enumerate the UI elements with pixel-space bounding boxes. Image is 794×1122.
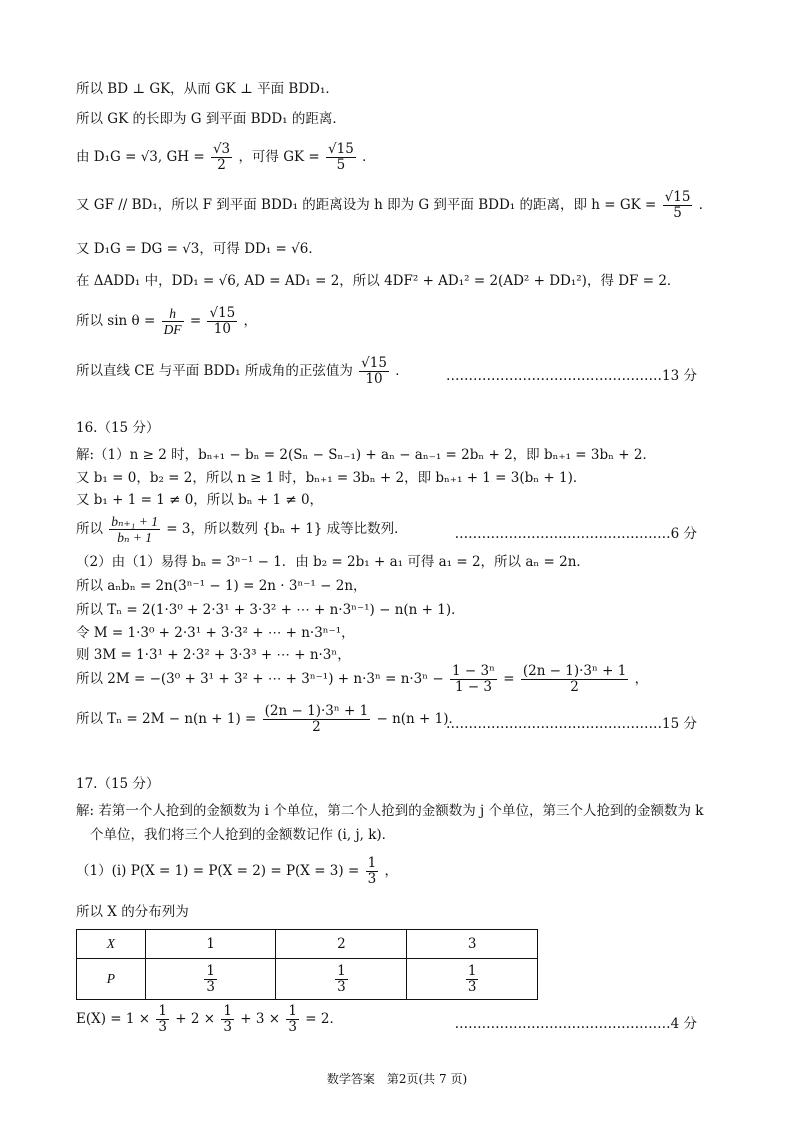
- text-line: 又 D₁G = DG = √3，可得 DD₁ = √6．: [76, 241, 322, 257]
- fraction-numerator: √3: [212, 141, 231, 157]
- text-line: 所以 BD ⊥ GK，从而 GK ⊥ 平面 BDD₁．: [76, 81, 339, 97]
- fraction-numerator: 1: [367, 855, 377, 871]
- fraction-denominator: 2: [217, 157, 226, 173]
- fraction-denominator: 3: [467, 978, 477, 995]
- score-marker: …………………………………………4 分: [454, 1016, 697, 1032]
- table-row: [77, 959, 538, 1000]
- score-marker: …………………………………………6 分: [454, 526, 697, 542]
- score-marker: …………………………………………13 分: [446, 368, 697, 384]
- math-line: [76, 306, 257, 337]
- text-segment: 由 D₁G = √3, GH =: [76, 149, 205, 165]
- fraction-denominator: 2: [312, 719, 321, 735]
- text-segment: = 3，所以数列 {bₙ + 1} 成等比数列．: [166, 521, 408, 537]
- table-cell: 1: [145, 930, 276, 959]
- text-line: 所以 X 的分布列为: [76, 904, 189, 920]
- table-cell: 3: [407, 930, 538, 959]
- text-line: 则 3M = 1·3¹ + 2·3² + 3·3³ + ⋯ + n·3ⁿ，: [76, 647, 351, 663]
- fraction-numerator: 1: [158, 1003, 167, 1019]
- distribution-table: [76, 929, 538, 1000]
- fraction: [286, 1004, 299, 1035]
- table-cell: P: [77, 959, 146, 1000]
- table-cell: 2: [276, 930, 407, 959]
- fraction-numerator: √15: [328, 141, 354, 157]
- table-cell: [276, 959, 407, 1000]
- text-segment: ，: [634, 671, 649, 687]
- fraction-denominator: 1 − 3: [454, 679, 493, 695]
- fraction: [221, 1004, 234, 1035]
- text-segment: =: [189, 313, 202, 329]
- math-line: [76, 704, 462, 735]
- fraction-denominator: 10: [213, 321, 231, 337]
- text-line: 所以 Tₙ = 2(1·3⁰ + 2·3¹ + 3·3² + ⋯ + n·3ⁿ⁻¹) − n(n + 1)．: [76, 602, 465, 618]
- fraction-denominator: 5: [336, 157, 346, 173]
- text-segment: ，: [243, 313, 258, 329]
- text-segment: + 2 ×: [175, 1011, 216, 1027]
- fraction-denominator: 3: [337, 978, 346, 995]
- math-line: [76, 142, 376, 173]
- text-segment: ．: [395, 363, 409, 379]
- fraction-denominator: DF: [163, 322, 182, 337]
- fraction-denominator: 3: [206, 978, 215, 995]
- fraction: [156, 1004, 169, 1035]
- table-cell: [145, 959, 276, 1000]
- text-line: 解: 若第一个人抢到的金额数为 i 个单位，第二个人抢到的金额数为 j 个单位，第三个人抢到的金额数为 k: [76, 803, 704, 819]
- fraction: [204, 964, 217, 995]
- text-segment: 所以直线 CE 与平面 BDD₁ 所成角的正弦值为: [76, 363, 353, 379]
- text-segment: E(X) = 1 ×: [76, 1011, 151, 1027]
- text-segment: = 2．: [305, 1011, 343, 1027]
- fraction-denominator: 2: [570, 679, 579, 695]
- table-row: [77, 930, 538, 959]
- fraction: [263, 704, 371, 735]
- text-segment: 所以 sin θ =: [76, 313, 156, 329]
- text-line: 所以 aₙbₙ = 2n(3ⁿ⁻¹ − 1) = 2n · 3ⁿ⁻¹ − 2n，: [76, 578, 367, 594]
- math-line: [76, 514, 408, 545]
- text-line: 在 ΔADD₁ 中，DD₁ = √6, AD = AD₁ = 2，所以 4DF² + AD₁² = 2(AD² + DD₁²)，得 DF = 2．: [76, 273, 681, 289]
- text-segment: 所以 2M = −(3⁰ + 3¹ + 3² + ⋯ + 3ⁿ⁻¹) + n·3ⁿ = n·3ⁿ −: [76, 671, 444, 687]
- fraction-numerator: (2n − 1)·3ⁿ + 1: [264, 703, 369, 719]
- fraction-numerator: 1 − 3ⁿ: [452, 663, 495, 679]
- fraction-numerator: 1: [206, 962, 215, 979]
- text-segment: 又 GF // BD₁，所以 F 到平面 BDD₁ 的距离设为 h 即为 G 到平面 BDD₁ 的距离，即 h = GK =: [76, 197, 657, 213]
- text-segment: =: [503, 671, 515, 687]
- fraction: [326, 142, 356, 173]
- text-segment: + 3 ×: [240, 1011, 281, 1027]
- fraction-denominator: 10: [365, 371, 383, 387]
- fraction-numerator: h: [162, 306, 184, 322]
- table-cell: [407, 959, 538, 1000]
- text-segment: （1）(i) P(X = 1) = P(X = 2) = P(X = 3) =: [76, 863, 360, 879]
- question-heading: 17.（15 分）: [76, 776, 160, 792]
- text-line: 解:（1）n ≥ 2 时，bₙ₊₁ − bₙ = 2(Sₙ − Sₙ₋₁) + aₙ − aₙ₋₁ = 2bₙ + 2，即 bₙ₊₁ = 3bₙ + 2．: [76, 447, 656, 463]
- text-segment: 所以: [76, 521, 103, 537]
- fraction-denominator: 3: [367, 871, 377, 887]
- text-line: 个单位，我们将三个人抢到的金额数记作 (i, j, k)．: [90, 827, 396, 843]
- text-segment: 所以 Tₙ = 2M − n(n + 1) =: [76, 711, 257, 727]
- fraction-numerator: 1: [467, 962, 477, 979]
- fraction: [359, 356, 389, 387]
- math-line: [76, 190, 712, 221]
- math-line: [76, 856, 398, 887]
- table-cell: X: [77, 930, 146, 959]
- math-line: [76, 356, 409, 387]
- fraction: [466, 964, 479, 995]
- fraction: [162, 306, 184, 337]
- fraction: [366, 856, 379, 887]
- fraction-numerator: (2n − 1)·3ⁿ + 1: [522, 663, 627, 679]
- fraction-numerator: 1: [288, 1003, 297, 1019]
- text-segment: ，: [384, 863, 398, 879]
- text-line: 令 M = 1·3⁰ + 2·3¹ + 3·3² + ⋯ + n·3ⁿ⁻¹，: [76, 625, 355, 641]
- score-marker: …………………………………………15 分: [446, 716, 697, 732]
- text-segment: ，可得 GK =: [238, 149, 320, 165]
- text-line: 又 b₁ = 0，b₂ = 2，所以 n ≥ 1 时，bₙ₊₁ = 3bₙ + 2，即 bₙ₊₁ + 1 = 3(bₙ + 1)．: [76, 470, 587, 486]
- fraction: [335, 964, 348, 995]
- fraction-denominator: 3: [158, 1019, 167, 1035]
- fraction-numerator: 1: [337, 962, 346, 979]
- text-line: 所以 GK 的长即为 G 到平面 BDD₁ 的距离．: [76, 111, 346, 127]
- text-segment: ．: [362, 149, 376, 165]
- math-line: [76, 1004, 343, 1035]
- text-line: （2）由（1）易得 bₙ = 3ⁿ⁻¹ − 1．由 b₂ = 2b₁ + a₁ 可得 a₁ = 2，所以 aₙ = 2n．: [76, 554, 590, 570]
- fraction-numerator: 1: [223, 1003, 232, 1019]
- fraction: [450, 664, 497, 695]
- math-line: [76, 664, 648, 695]
- text-segment: − n(n + 1)．: [376, 711, 462, 727]
- text-line: 又 b₁ + 1 = 1 ≠ 0，所以 bₙ + 1 ≠ 0，: [76, 492, 324, 508]
- question-heading: 16.（15 分）: [76, 420, 160, 436]
- fraction-numerator: √15: [361, 355, 387, 371]
- fraction: [207, 306, 237, 337]
- fraction-denominator: 3: [288, 1019, 297, 1035]
- fraction-denominator: 5: [673, 205, 682, 221]
- fraction: [211, 142, 232, 173]
- page-footer: 数学答案 第2页(共 7 页): [326, 1072, 468, 1086]
- fraction-numerator: √15: [209, 305, 236, 321]
- fraction-denominator: 3: [223, 1019, 232, 1035]
- fraction-numerator: √15: [664, 189, 691, 205]
- fraction: [521, 664, 629, 695]
- fraction-denominator: bₙ + 1: [117, 530, 153, 545]
- fraction: [109, 514, 160, 545]
- fraction-numerator: bₙ₊₁ + 1: [111, 514, 158, 529]
- fraction: [663, 190, 693, 221]
- text-segment: ．: [698, 197, 713, 213]
